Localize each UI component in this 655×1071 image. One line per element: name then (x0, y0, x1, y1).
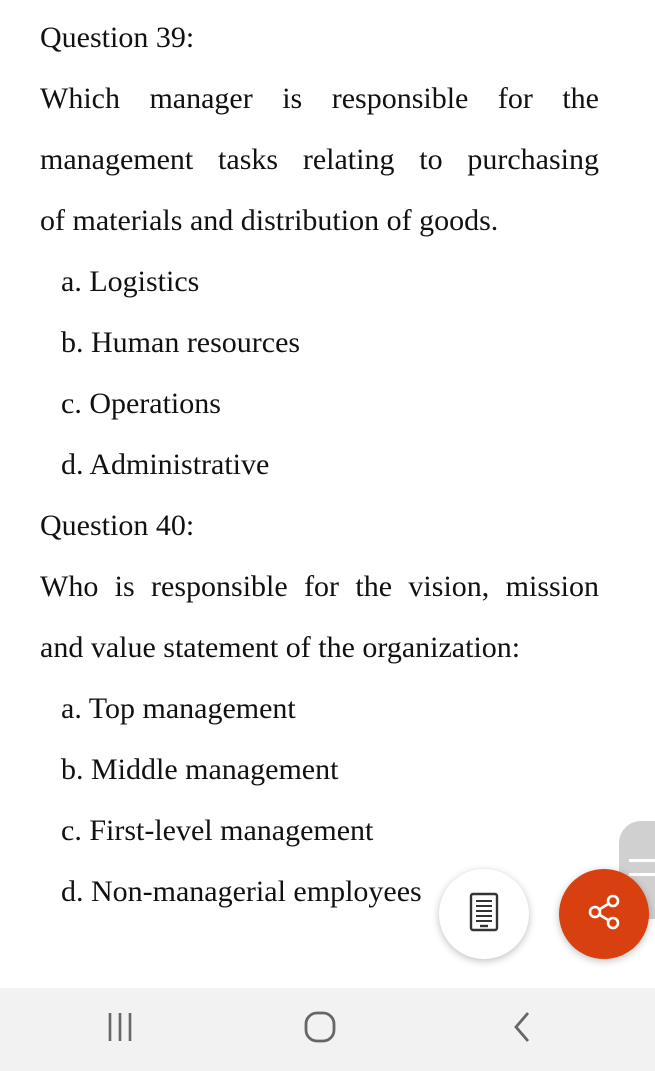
scroll-handle-grip-line (629, 859, 655, 862)
question-39-text-line-3: of materials and distribution of goods. (40, 204, 499, 237)
question-40-text-line-2: and value statement of the organization: (40, 631, 521, 664)
home-button[interactable] (290, 1004, 350, 1054)
back-icon (511, 1010, 533, 1049)
question-40-option-c: c. First-level management (61, 814, 374, 847)
reader-mode-button[interactable] (439, 869, 529, 959)
question-39-option-a: a. Logistics (61, 265, 200, 298)
question-39-option-c: c. Operations (61, 387, 221, 420)
question-39-title: Question 39: (40, 21, 195, 54)
question-40-option-b: b. Middle management (61, 753, 339, 786)
scroll-handle-grip-line (629, 873, 655, 876)
question-39-option-b: b. Human resources (61, 326, 301, 359)
share-icon (584, 892, 624, 937)
system-navigation-bar (0, 988, 655, 1071)
share-button[interactable] (559, 869, 649, 959)
question-39-text-line-2: management tasks relating to purchasing (40, 143, 599, 176)
question-40-text-line-1: Who is responsible for the vision, mission (40, 570, 599, 603)
back-button[interactable] (492, 1004, 552, 1054)
recent-apps-icon (105, 1011, 135, 1048)
recent-apps-button[interactable] (90, 1004, 150, 1054)
question-40-title: Question 40: (40, 509, 195, 542)
question-40-option-d: d. Non-managerial employees (61, 875, 422, 908)
document-reader-icon (469, 892, 499, 937)
home-icon (303, 1010, 337, 1049)
question-39-option-d: d. Administrative (61, 448, 270, 481)
question-40-option-a: a. Top management (61, 692, 296, 725)
question-39-text-line-1: Which manager is responsible for the (40, 82, 599, 115)
